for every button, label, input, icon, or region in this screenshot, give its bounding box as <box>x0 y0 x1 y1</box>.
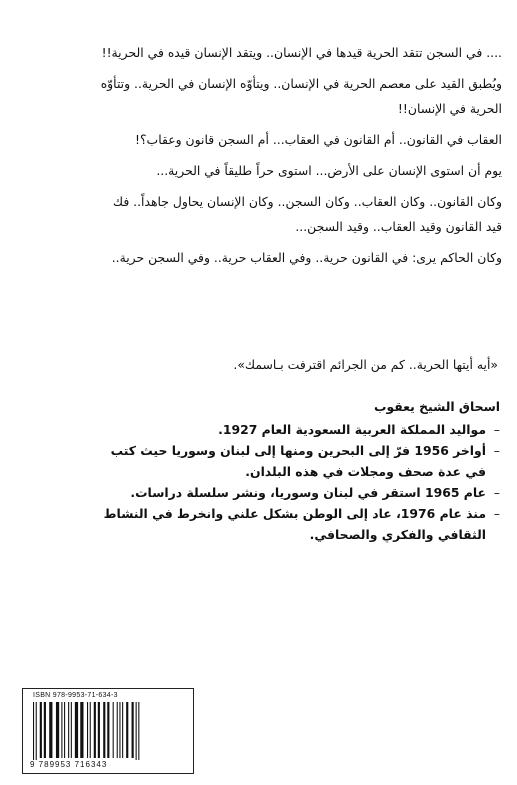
isbn-text: ISBN 978-9953-71-634-3 <box>33 692 118 699</box>
barcode-bar <box>94 702 96 758</box>
paragraph-2: ويُطبق القيد على معصم الحرية في الإنسان.. ويتأوّه الإنسان في الحرية.. وتتأوّه الحرية في الإنسان!! <box>100 76 502 116</box>
barcode-bar <box>138 702 139 764</box>
paragraph-6: وكان الحاكم يرى: في القانون حرية.. وفي العقاب حرية.. وفي السجن حرية.. <box>111 250 502 265</box>
barcode-bar <box>56 702 59 758</box>
barcode-digits: 9 789953 716343 <box>30 760 186 769</box>
isbn-barcode-box <box>22 688 194 774</box>
barcode-bar <box>103 702 105 758</box>
barcode-bar <box>87 702 88 758</box>
author-name: اسحاق الشيخ يعقوب <box>374 399 500 414</box>
barcode-bar <box>33 702 34 764</box>
barcode-bar <box>98 702 100 758</box>
barcode-bar <box>132 702 134 758</box>
paragraph-4: يوم أن استوى الإنسان على الأرض... استوى حراً طليقاً في الحرية... <box>156 163 502 178</box>
bio-item: – مواليد المملكة العربية السعودية العام 1927. <box>92 419 500 440</box>
paragraph-1: .... في السجن تتقد الحرية قيدها في الإنسان.. ويتقد الإنسان قيده في الحرية!! <box>101 45 502 60</box>
barcode-bar <box>113 702 114 758</box>
barcode-bar <box>68 702 69 758</box>
barcode-bar <box>40 702 42 758</box>
barcode-bar <box>64 702 65 758</box>
barcode-bar <box>90 702 91 758</box>
author-bio <box>92 396 500 545</box>
paragraph-3: العقاب في القانون.. أم القانون في العقاب... أم السجن قانون وعقاب؟! <box>134 132 502 147</box>
barcode-bar <box>61 702 62 758</box>
bio-item: – منذ عام 1976، عاد إلى الوطن بشكل علني وانخرط في النشاط الثقافي والفكري والصحافي. <box>92 503 500 545</box>
barcode-bar <box>75 702 78 758</box>
barcode-bar <box>44 702 46 758</box>
paragraph-5: وكان القانون.. وكان العقاب.. وكان السجن.. وكان الإنسان يحاول جاهداً.. فك قيد القانون وقيد العقاب.. وقيد السجن... <box>112 194 502 234</box>
bio-item: – أواخر 1956 فرّ إلى البحرين ومنها إلى لبنان وسوريا حيث كتب في عدة صحف ومجلات في هذه البلدان. <box>92 440 500 482</box>
barcode-bar <box>36 702 37 764</box>
barcode-bar <box>117 702 118 758</box>
barcode-bar <box>49 702 52 758</box>
bio-list <box>92 419 500 545</box>
prose-passage <box>96 40 502 276</box>
barcode-bars <box>31 702 185 764</box>
barcode-bar <box>71 702 72 758</box>
barcode-bar <box>107 702 109 758</box>
barcode-bar <box>126 702 128 758</box>
quotation: «أيه أيتها الحرية.. كم من الجرائم اقترفت بـاسمك». <box>233 357 498 372</box>
barcode-bar <box>119 702 120 758</box>
barcode-bar <box>136 702 137 764</box>
bio-item: – عام 1965 استقر في لبنان وسوريا، ونشر سلسلة دراسات. <box>92 482 500 503</box>
barcode-bar <box>122 702 123 758</box>
barcode-bar <box>80 702 83 758</box>
